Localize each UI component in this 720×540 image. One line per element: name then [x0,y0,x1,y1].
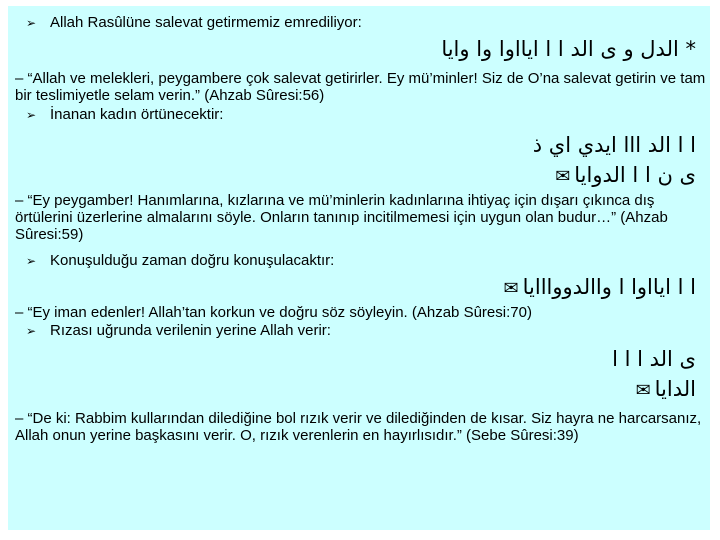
arabic-verse [632,376,696,404]
arabic-text: الدايا [654,377,696,401]
arabic-verse [500,274,696,302]
arabic-text: ى الد ا ا ا [612,347,696,371]
envelope-icon: ✉ [635,380,651,401]
translation-quote: – “Ey peygamber! Hanımlarına, kızlarına ve mü’minlerin kadınlarına ihtiyaç için dışarı çıkınca dış örtülerini üzerlerine almalarını söyle. Onların tanınıp incitilmemesi için uygun olan budur…” (Ahzab Sûresi:59) [15,192,668,243]
translation-quote: – “Allah ve melekleri, peygambere çok salevat getirirler. Ey mü’minler! Siz de O’na salevat getirin ve tam bir teslimiyetle selam verin.” (Ahzab Sûresi:56) [15,70,706,104]
arabic-verse [441,36,696,62]
bullet-item [26,14,362,32]
bullet-heading: Rızası uğrunda verilenin yerine Allah verir: [50,322,331,339]
arrow-bullet-icon: ➢ [26,324,37,338]
bullet-heading: Allah Rasûlüne salevat getirmemiz emrediliyor: [50,14,362,31]
translation-quote: – “De ki: Rabbim kullarından dilediğine bol rızık verir ve dilediğinden de kısar. Siz hayra ne harcarsanız, Allah onun yerine başkasını verir. O, rızık verenlerin en hayırlısıdır.” (Sebe Sûresi:39) [15,410,702,444]
slide [8,6,710,530]
arabic-text: * الدل و ى الد ا ا ايااوا وا وايا [441,37,696,61]
arrow-bullet-icon: ➢ [26,16,37,30]
envelope-icon: ✉ [555,166,571,187]
arabic-verse [551,162,696,190]
arrow-bullet-icon: ➢ [26,108,37,122]
envelope-icon: ✉ [503,278,519,299]
arabic-verse [612,346,696,372]
arabic-text: ا ا ايااوا ا واالدووااايا [522,275,696,299]
bullet-item [26,252,334,270]
translation-quote: – “Ey iman edenler! Allah’tan korkun ve doğru söz söyleyin. (Ahzab Sûresi:70) [15,304,532,321]
arrow-bullet-icon: ➢ [26,254,37,268]
bullet-item [26,322,331,340]
arabic-verse [533,132,696,158]
arabic-text: ﯼ ن ا ا الدوايا [574,163,696,187]
bullet-heading: İnanan kadın örtünecektir: [50,106,224,123]
bullet-heading: Konuşulduğu zaman doğru konuşulacaktır: [50,252,335,269]
bullet-item [26,106,223,124]
arabic-text: ا ا الد ااا ايدي اي ذ [532,133,696,157]
